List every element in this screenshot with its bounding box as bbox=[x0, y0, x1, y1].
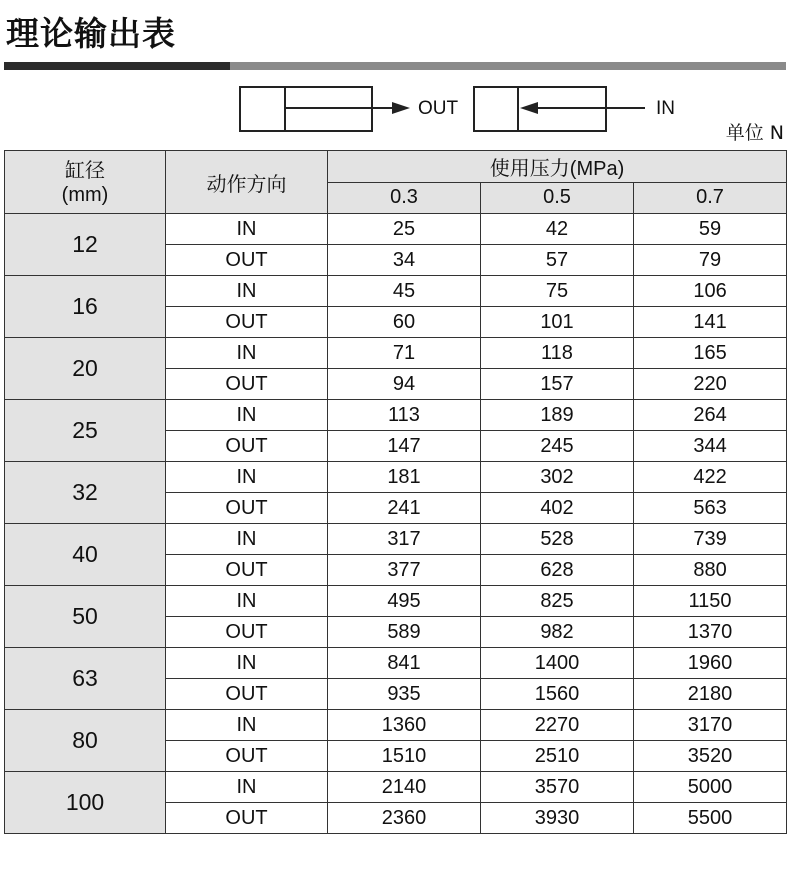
force-value-cell: 302 bbox=[481, 462, 634, 493]
force-value-cell: 402 bbox=[481, 493, 634, 524]
force-value-cell: 113 bbox=[328, 400, 481, 431]
force-value-cell: 628 bbox=[481, 555, 634, 586]
in-label: IN bbox=[656, 98, 675, 119]
bore-size-cell: 100 bbox=[5, 772, 166, 834]
force-value-cell: 377 bbox=[328, 555, 481, 586]
table-body bbox=[5, 214, 787, 834]
force-value-cell: 5500 bbox=[634, 803, 787, 834]
bore-size-cell: 25 bbox=[5, 400, 166, 462]
direction-out-cell: OUT bbox=[166, 307, 328, 338]
header-pressure-value: 0.5 bbox=[481, 182, 634, 214]
direction-in-cell: IN bbox=[166, 586, 328, 617]
table-row bbox=[5, 524, 787, 555]
force-value-cell: 57 bbox=[481, 245, 634, 276]
direction-in-cell: IN bbox=[166, 462, 328, 493]
force-value-cell: 2140 bbox=[328, 772, 481, 803]
force-value-cell: 147 bbox=[328, 431, 481, 462]
force-value-cell: 1400 bbox=[481, 648, 634, 679]
force-value-cell: 317 bbox=[328, 524, 481, 555]
force-value-cell: 1560 bbox=[481, 679, 634, 710]
force-value-cell: 75 bbox=[481, 276, 634, 307]
force-value-cell: 982 bbox=[481, 617, 634, 648]
in-cylinder-icon bbox=[474, 87, 645, 131]
force-value-cell: 118 bbox=[481, 338, 634, 369]
force-value-cell: 2510 bbox=[481, 741, 634, 772]
direction-out-cell: OUT bbox=[166, 741, 328, 772]
direction-out-cell: OUT bbox=[166, 245, 328, 276]
direction-out-cell: OUT bbox=[166, 369, 328, 400]
force-value-cell: 841 bbox=[328, 648, 481, 679]
cylinder-diagram bbox=[0, 0, 790, 150]
force-value-cell: 2180 bbox=[634, 679, 787, 710]
force-value-cell: 1360 bbox=[328, 710, 481, 741]
force-value-cell: 3570 bbox=[481, 772, 634, 803]
table-row bbox=[5, 276, 787, 307]
force-value-cell: 165 bbox=[634, 338, 787, 369]
bore-size-cell: 16 bbox=[5, 276, 166, 338]
force-value-cell: 1510 bbox=[328, 741, 481, 772]
out-cylinder-icon bbox=[240, 87, 410, 131]
force-value-cell: 528 bbox=[481, 524, 634, 555]
bore-size-cell: 12 bbox=[5, 214, 166, 276]
direction-in-cell: IN bbox=[166, 214, 328, 245]
header-pressure-value: 0.7 bbox=[634, 182, 787, 214]
bore-size-cell: 50 bbox=[5, 586, 166, 648]
direction-in-cell: IN bbox=[166, 648, 328, 679]
force-value-cell: 3520 bbox=[634, 741, 787, 772]
force-value-cell: 1370 bbox=[634, 617, 787, 648]
table-row bbox=[5, 586, 787, 617]
force-value-cell: 563 bbox=[634, 493, 787, 524]
force-value-cell: 79 bbox=[634, 245, 787, 276]
header-bore-unit: (mm) bbox=[61, 183, 109, 206]
direction-in-cell: IN bbox=[166, 524, 328, 555]
force-value-cell: 189 bbox=[481, 400, 634, 431]
force-value-cell: 34 bbox=[328, 245, 481, 276]
bore-size-cell: 40 bbox=[5, 524, 166, 586]
force-value-cell: 106 bbox=[634, 276, 787, 307]
force-value-cell: 1150 bbox=[634, 586, 787, 617]
table-row bbox=[5, 338, 787, 369]
force-value-cell: 220 bbox=[634, 369, 787, 400]
direction-out-cell: OUT bbox=[166, 803, 328, 834]
force-value-cell: 2360 bbox=[328, 803, 481, 834]
force-value-cell: 241 bbox=[328, 493, 481, 524]
table-row bbox=[5, 462, 787, 493]
force-value-cell: 42 bbox=[481, 214, 634, 245]
header-pressure-value: 0.3 bbox=[328, 182, 481, 214]
force-value-cell: 825 bbox=[481, 586, 634, 617]
bore-size-cell: 32 bbox=[5, 462, 166, 524]
direction-in-cell: IN bbox=[166, 710, 328, 741]
direction-in-cell: IN bbox=[166, 400, 328, 431]
direction-in-cell: IN bbox=[166, 772, 328, 803]
table-row bbox=[5, 214, 787, 245]
force-value-cell: 739 bbox=[634, 524, 787, 555]
force-value-cell: 5000 bbox=[634, 772, 787, 803]
force-value-cell: 45 bbox=[328, 276, 481, 307]
force-value-cell: 141 bbox=[634, 307, 787, 338]
force-value-cell: 344 bbox=[634, 431, 787, 462]
header-pressure: 使用压力(MPa) bbox=[328, 151, 787, 183]
direction-out-cell: OUT bbox=[166, 617, 328, 648]
force-value-cell: 495 bbox=[328, 586, 481, 617]
force-value-cell: 181 bbox=[328, 462, 481, 493]
force-value-cell: 71 bbox=[328, 338, 481, 369]
force-value-cell: 60 bbox=[328, 307, 481, 338]
direction-in-cell: IN bbox=[166, 276, 328, 307]
force-value-cell: 25 bbox=[328, 214, 481, 245]
force-value-cell: 935 bbox=[328, 679, 481, 710]
table-row bbox=[5, 772, 787, 803]
force-value-cell: 2270 bbox=[481, 710, 634, 741]
force-value-cell: 1960 bbox=[634, 648, 787, 679]
header-direction: 动作方向 bbox=[166, 151, 328, 214]
force-value-cell: 59 bbox=[634, 214, 787, 245]
bore-size-cell: 63 bbox=[5, 648, 166, 710]
direction-out-cell: OUT bbox=[166, 493, 328, 524]
force-value-cell: 422 bbox=[634, 462, 787, 493]
out-label: OUT bbox=[418, 98, 459, 119]
force-value-cell: 589 bbox=[328, 617, 481, 648]
force-value-cell: 94 bbox=[328, 369, 481, 400]
direction-out-cell: OUT bbox=[166, 679, 328, 710]
header-bore-label: 缸径 bbox=[65, 157, 105, 182]
bore-size-cell: 20 bbox=[5, 338, 166, 400]
force-value-cell: 245 bbox=[481, 431, 634, 462]
table-row bbox=[5, 710, 787, 741]
force-value-cell: 101 bbox=[481, 307, 634, 338]
unit-label: 单位 N bbox=[725, 122, 784, 144]
direction-out-cell: OUT bbox=[166, 555, 328, 586]
table-row bbox=[5, 400, 787, 431]
force-value-cell: 157 bbox=[481, 369, 634, 400]
direction-in-cell: IN bbox=[166, 338, 328, 369]
force-value-cell: 3170 bbox=[634, 710, 787, 741]
force-value-cell: 880 bbox=[634, 555, 787, 586]
force-value-cell: 264 bbox=[634, 400, 787, 431]
force-value-cell: 3930 bbox=[481, 803, 634, 834]
table-row bbox=[5, 648, 787, 679]
page-title: 理论输出表 bbox=[6, 14, 176, 53]
theoretical-output-table bbox=[4, 150, 787, 834]
bore-size-cell: 80 bbox=[5, 710, 166, 772]
header-bore bbox=[5, 151, 166, 214]
direction-out-cell: OUT bbox=[166, 431, 328, 462]
